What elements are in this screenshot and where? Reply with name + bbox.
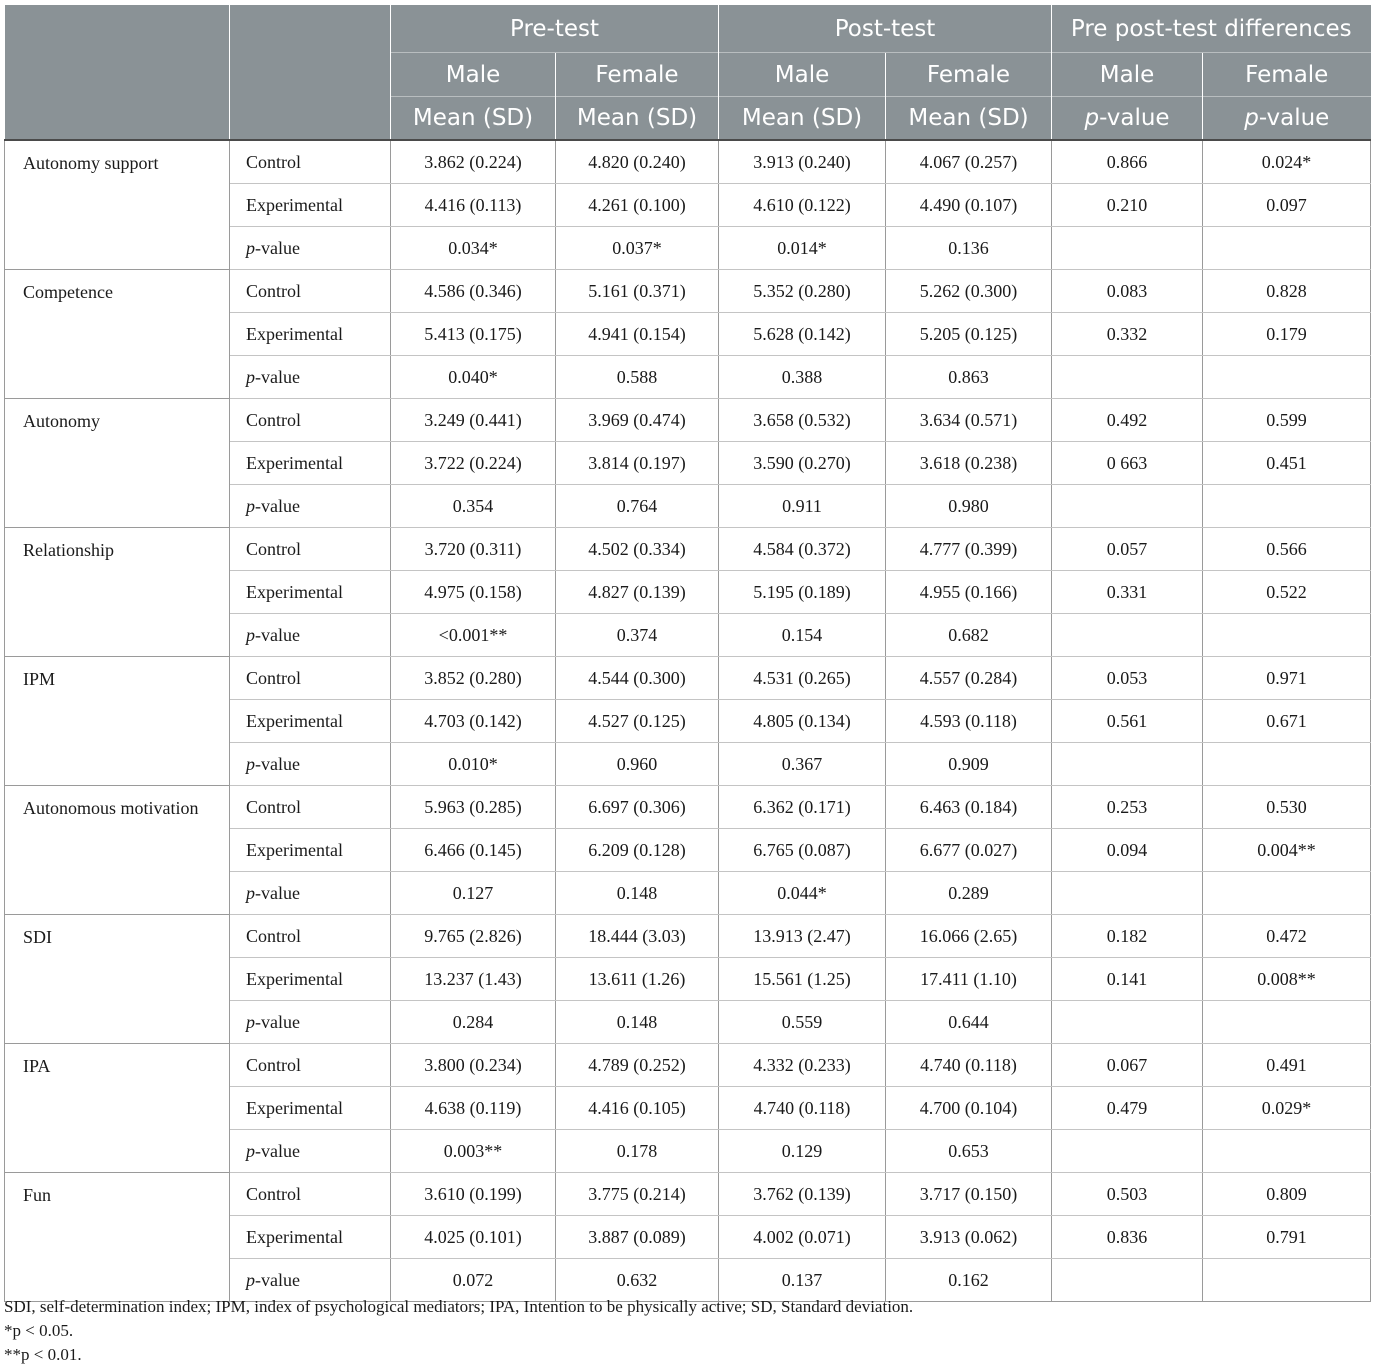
table-cell (1203, 356, 1371, 399)
header-mean-sd: Mean (SD) (391, 97, 556, 141)
table-body (5, 140, 1371, 1302)
table-cell: 0.010* (391, 743, 556, 786)
table-header (5, 5, 1371, 140)
table-cell: 0.037* (556, 227, 719, 270)
group-label: Experimental (230, 184, 391, 227)
table-cell: 3.775 (0.214) (556, 1173, 719, 1216)
table-cell: 4.827 (0.139) (556, 571, 719, 614)
header-differences: Pre post-test differences (1052, 5, 1371, 53)
table-cell: 0.162 (886, 1259, 1052, 1302)
group-label: Control (230, 399, 391, 442)
table-cell: 0.980 (886, 485, 1052, 528)
table-cell: 0.866 (1052, 140, 1203, 184)
table-cell: 4.527 (0.125) (556, 700, 719, 743)
table-row (5, 399, 1371, 442)
variable-name: IPA (5, 1044, 230, 1173)
table-cell: 0.451 (1203, 442, 1371, 485)
table-cell: 4.584 (0.372) (719, 528, 886, 571)
group-label: Experimental (230, 958, 391, 1001)
table-cell (1203, 743, 1371, 786)
table-cell: 0.960 (556, 743, 719, 786)
group-label-p-value: p-value (230, 1130, 391, 1173)
table-cell (1052, 227, 1203, 270)
header-mean-sd: Mean (SD) (719, 97, 886, 141)
header-male: Male (391, 53, 556, 97)
table-cell: 0.003** (391, 1130, 556, 1173)
group-label-p-value: p-value (230, 614, 391, 657)
table-cell: 0.522 (1203, 571, 1371, 614)
table-cell: 4.777 (0.399) (886, 528, 1052, 571)
table-cell: 6.362 (0.171) (719, 786, 886, 829)
table-cell: 0.764 (556, 485, 719, 528)
footnote-p01: **p < 0.01. (4, 1345, 82, 1364)
table-cell: 0.004** (1203, 829, 1371, 872)
table-cell (1203, 485, 1371, 528)
table-cell: 0.561 (1052, 700, 1203, 743)
table-cell: 3.913 (0.240) (719, 140, 886, 184)
variable-name: Relationship (5, 528, 230, 657)
table-cell: 0.072 (391, 1259, 556, 1302)
group-label-p-value: p-value (230, 1001, 391, 1044)
group-label: Control (230, 1173, 391, 1216)
table-cell: 0.971 (1203, 657, 1371, 700)
table-row (5, 786, 1371, 829)
table-cell: 5.205 (0.125) (886, 313, 1052, 356)
table-cell: 0.530 (1203, 786, 1371, 829)
table-cell: 0.653 (886, 1130, 1052, 1173)
table-cell: 3.762 (0.139) (719, 1173, 886, 1216)
table-cell: 0.129 (719, 1130, 886, 1173)
table-cell: 4.941 (0.154) (556, 313, 719, 356)
group-label: Control (230, 1044, 391, 1087)
table-cell: 3.852 (0.280) (391, 657, 556, 700)
table-cell: 0.588 (556, 356, 719, 399)
group-label: Control (230, 140, 391, 184)
table-row (5, 1173, 1371, 1216)
table-cell (1203, 1001, 1371, 1044)
results-table (4, 5, 1371, 1302)
group-label-p-value: p-value (230, 227, 391, 270)
table-cell: 0.644 (886, 1001, 1052, 1044)
footnote-p05: *p < 0.05. (4, 1321, 74, 1340)
table-cell: 3.249 (0.441) (391, 399, 556, 442)
table-cell: 3.618 (0.238) (886, 442, 1052, 485)
table-cell: 0.836 (1052, 1216, 1203, 1259)
table-cell: 4.703 (0.142) (391, 700, 556, 743)
table-cell: 0.671 (1203, 700, 1371, 743)
header-post-test: Post-test (719, 5, 1052, 53)
table-row (5, 657, 1371, 700)
variable-name: IPM (5, 657, 230, 786)
group-label: Experimental (230, 700, 391, 743)
table-cell: 6.209 (0.128) (556, 829, 719, 872)
table-cell: 0.094 (1052, 829, 1203, 872)
header-mean-sd: Mean (SD) (886, 97, 1052, 141)
table-cell: 18.444 (3.03) (556, 915, 719, 958)
variable-name: Competence (5, 270, 230, 399)
table-cell: 4.067 (0.257) (886, 140, 1052, 184)
table-cell: 4.531 (0.265) (719, 657, 886, 700)
table-cell: 3.814 (0.197) (556, 442, 719, 485)
table-cell: 5.161 (0.371) (556, 270, 719, 313)
table-cell: 4.502 (0.334) (556, 528, 719, 571)
table-cell: 0.210 (1052, 184, 1203, 227)
table-cell: 3.913 (0.062) (886, 1216, 1052, 1259)
header-male: Male (719, 53, 886, 97)
table-cell: 0 663 (1052, 442, 1203, 485)
table-cell: 3.800 (0.234) (391, 1044, 556, 1087)
table-cell: 3.862 (0.224) (391, 140, 556, 184)
variable-name: SDI (5, 915, 230, 1044)
table-cell: 3.717 (0.150) (886, 1173, 1052, 1216)
variable-name: Autonomous motivation (5, 786, 230, 915)
table-cell (1052, 1259, 1203, 1302)
table-cell: 3.722 (0.224) (391, 442, 556, 485)
group-label: Control (230, 657, 391, 700)
table-cell: 0.154 (719, 614, 886, 657)
table-cell: 0.284 (391, 1001, 556, 1044)
table-cell: 0.599 (1203, 399, 1371, 442)
table-cell: 0.057 (1052, 528, 1203, 571)
table-cell: 6.677 (0.027) (886, 829, 1052, 872)
table-row (5, 270, 1371, 313)
header-p-value: p-value (1203, 97, 1371, 141)
group-label-p-value: p-value (230, 485, 391, 528)
group-label-p-value: p-value (230, 356, 391, 399)
table-cell: 0.024* (1203, 140, 1371, 184)
table-cell: 4.740 (0.118) (886, 1044, 1052, 1087)
table-cell: 0.472 (1203, 915, 1371, 958)
table-cell: 0.053 (1052, 657, 1203, 700)
table-cell: 4.975 (0.158) (391, 571, 556, 614)
variable-name: Autonomy support (5, 140, 230, 270)
table-cell: 4.740 (0.118) (719, 1087, 886, 1130)
table-cell: 0.008** (1203, 958, 1371, 1001)
group-label: Experimental (230, 1087, 391, 1130)
table-cell: 0.374 (556, 614, 719, 657)
table-cell: 0.136 (886, 227, 1052, 270)
table-cell: 0.354 (391, 485, 556, 528)
table-cell: 4.789 (0.252) (556, 1044, 719, 1087)
table-cell: 13.611 (1.26) (556, 958, 719, 1001)
table-cell: 0.127 (391, 872, 556, 915)
table-cell: 4.332 (0.233) (719, 1044, 886, 1087)
table-cell (1052, 1001, 1203, 1044)
table-cell: 5.413 (0.175) (391, 313, 556, 356)
table-cell: 5.352 (0.280) (719, 270, 886, 313)
footnote-abbreviations: SDI, self-determination index; IPM, index of psychological mediators; IPA, Intention to be physically active; SD, Standard deviation. (4, 1297, 914, 1316)
table-row (5, 1044, 1371, 1087)
table-cell: 13.913 (2.47) (719, 915, 886, 958)
table-cell: 16.066 (2.65) (886, 915, 1052, 958)
table-cell: 0.791 (1203, 1216, 1371, 1259)
table-cell: 0.179 (1203, 313, 1371, 356)
table-cell (1052, 743, 1203, 786)
table-cell: 4.490 (0.107) (886, 184, 1052, 227)
table-cell: 4.261 (0.100) (556, 184, 719, 227)
group-label: Experimental (230, 571, 391, 614)
table-cell: 3.720 (0.311) (391, 528, 556, 571)
table-cell: 0.014* (719, 227, 886, 270)
group-label: Control (230, 270, 391, 313)
table-cell: 0.044* (719, 872, 886, 915)
group-label: Control (230, 786, 391, 829)
table-cell (1203, 1259, 1371, 1302)
group-label-p-value: p-value (230, 1259, 391, 1302)
table-cell: 3.969 (0.474) (556, 399, 719, 442)
group-label: Experimental (230, 313, 391, 356)
table-cell (1052, 485, 1203, 528)
table-cell: 0.083 (1052, 270, 1203, 313)
table-cell (1203, 227, 1371, 270)
table-cell: 5.628 (0.142) (719, 313, 886, 356)
table-cell: 4.700 (0.104) (886, 1087, 1052, 1130)
table-cell: 0.148 (556, 872, 719, 915)
table-cell: 0.492 (1052, 399, 1203, 442)
table-cell: 9.765 (2.826) (391, 915, 556, 958)
table-cell: 4.586 (0.346) (391, 270, 556, 313)
header-female: Female (886, 53, 1052, 97)
table-cell: 0.828 (1203, 270, 1371, 313)
table-cell: 0.178 (556, 1130, 719, 1173)
table-cell: 0.863 (886, 356, 1052, 399)
table-cell: 3.887 (0.089) (556, 1216, 719, 1259)
table-cell: 13.237 (1.43) (391, 958, 556, 1001)
header-female: Female (1203, 53, 1371, 97)
table-cell (1052, 1130, 1203, 1173)
table-cell: 0.331 (1052, 571, 1203, 614)
table-cell: 0.034* (391, 227, 556, 270)
table-cell (1203, 614, 1371, 657)
table-cell: 4.025 (0.101) (391, 1216, 556, 1259)
table-cell: 0.097 (1203, 184, 1371, 227)
table-cell: 6.463 (0.184) (886, 786, 1052, 829)
table-cell: 4.557 (0.284) (886, 657, 1052, 700)
table-cell: 0.503 (1052, 1173, 1203, 1216)
header-blank (230, 5, 391, 53)
table-cell: 4.610 (0.122) (719, 184, 886, 227)
table-cell: 0.682 (886, 614, 1052, 657)
header-female: Female (556, 53, 719, 97)
table-cell (1052, 614, 1203, 657)
table-cell: 0.911 (719, 485, 886, 528)
table-cell: 4.002 (0.071) (719, 1216, 886, 1259)
group-label: Experimental (230, 442, 391, 485)
table-cell: 0.141 (1052, 958, 1203, 1001)
table-cell: 17.411 (1.10) (886, 958, 1052, 1001)
table-cell: 6.466 (0.145) (391, 829, 556, 872)
group-label-p-value: p-value (230, 743, 391, 786)
table-cell: 0.029* (1203, 1087, 1371, 1130)
table-cell: 0.632 (556, 1259, 719, 1302)
table-cell: 5.195 (0.189) (719, 571, 886, 614)
header-mean-sd: Mean (SD) (556, 97, 719, 141)
header-p-value: p-value (1052, 97, 1203, 141)
header-blank (5, 5, 230, 53)
table-cell: 0.479 (1052, 1087, 1203, 1130)
table-cell: 6.697 (0.306) (556, 786, 719, 829)
table-row (5, 915, 1371, 958)
group-label: Control (230, 915, 391, 958)
table-cell: 0.137 (719, 1259, 886, 1302)
table-cell: 3.610 (0.199) (391, 1173, 556, 1216)
group-label: Experimental (230, 1216, 391, 1259)
table-cell: 4.638 (0.119) (391, 1087, 556, 1130)
table-cell: 3.658 (0.532) (719, 399, 886, 442)
table-cell: 4.955 (0.166) (886, 571, 1052, 614)
table-cell: 0.040* (391, 356, 556, 399)
group-label: Experimental (230, 829, 391, 872)
table-cell: 5.262 (0.300) (886, 270, 1052, 313)
table-cell: 0.909 (886, 743, 1052, 786)
table-row (5, 140, 1371, 184)
table-cell: 6.765 (0.087) (719, 829, 886, 872)
table-cell: 0.182 (1052, 915, 1203, 958)
header-pre-test: Pre-test (391, 5, 719, 53)
table-cell (1203, 872, 1371, 915)
table-cell: 0.566 (1203, 528, 1371, 571)
table-cell: 4.416 (0.105) (556, 1087, 719, 1130)
table-cell: 0.559 (719, 1001, 886, 1044)
table-cell: 0.148 (556, 1001, 719, 1044)
table-cell: 3.634 (0.571) (886, 399, 1052, 442)
table-cell: 15.561 (1.25) (719, 958, 886, 1001)
table-cell (1052, 356, 1203, 399)
table-cell: 0.332 (1052, 313, 1203, 356)
table-cell: 4.544 (0.300) (556, 657, 719, 700)
table-cell: 0.067 (1052, 1044, 1203, 1087)
table-cell: 4.820 (0.240) (556, 140, 719, 184)
variable-name: Fun (5, 1173, 230, 1302)
table-cell: 0.491 (1203, 1044, 1371, 1087)
table-cell: 5.963 (0.285) (391, 786, 556, 829)
table-cell: 0.289 (886, 872, 1052, 915)
table-cell: 4.416 (0.113) (391, 184, 556, 227)
header-male: Male (1052, 53, 1203, 97)
group-label: Control (230, 528, 391, 571)
table-cell: 4.593 (0.118) (886, 700, 1052, 743)
table-cell: 0.367 (719, 743, 886, 786)
variable-name: Autonomy (5, 399, 230, 528)
table-row (5, 528, 1371, 571)
table-cell: 0.809 (1203, 1173, 1371, 1216)
group-label-p-value: p-value (230, 872, 391, 915)
table-cell: <0.001** (391, 614, 556, 657)
table-cell: 4.805 (0.134) (719, 700, 886, 743)
table-cell: 0.253 (1052, 786, 1203, 829)
table-cell (1203, 1130, 1371, 1173)
table-cell: 0.388 (719, 356, 886, 399)
table-cell (1052, 872, 1203, 915)
table-cell: 3.590 (0.270) (719, 442, 886, 485)
